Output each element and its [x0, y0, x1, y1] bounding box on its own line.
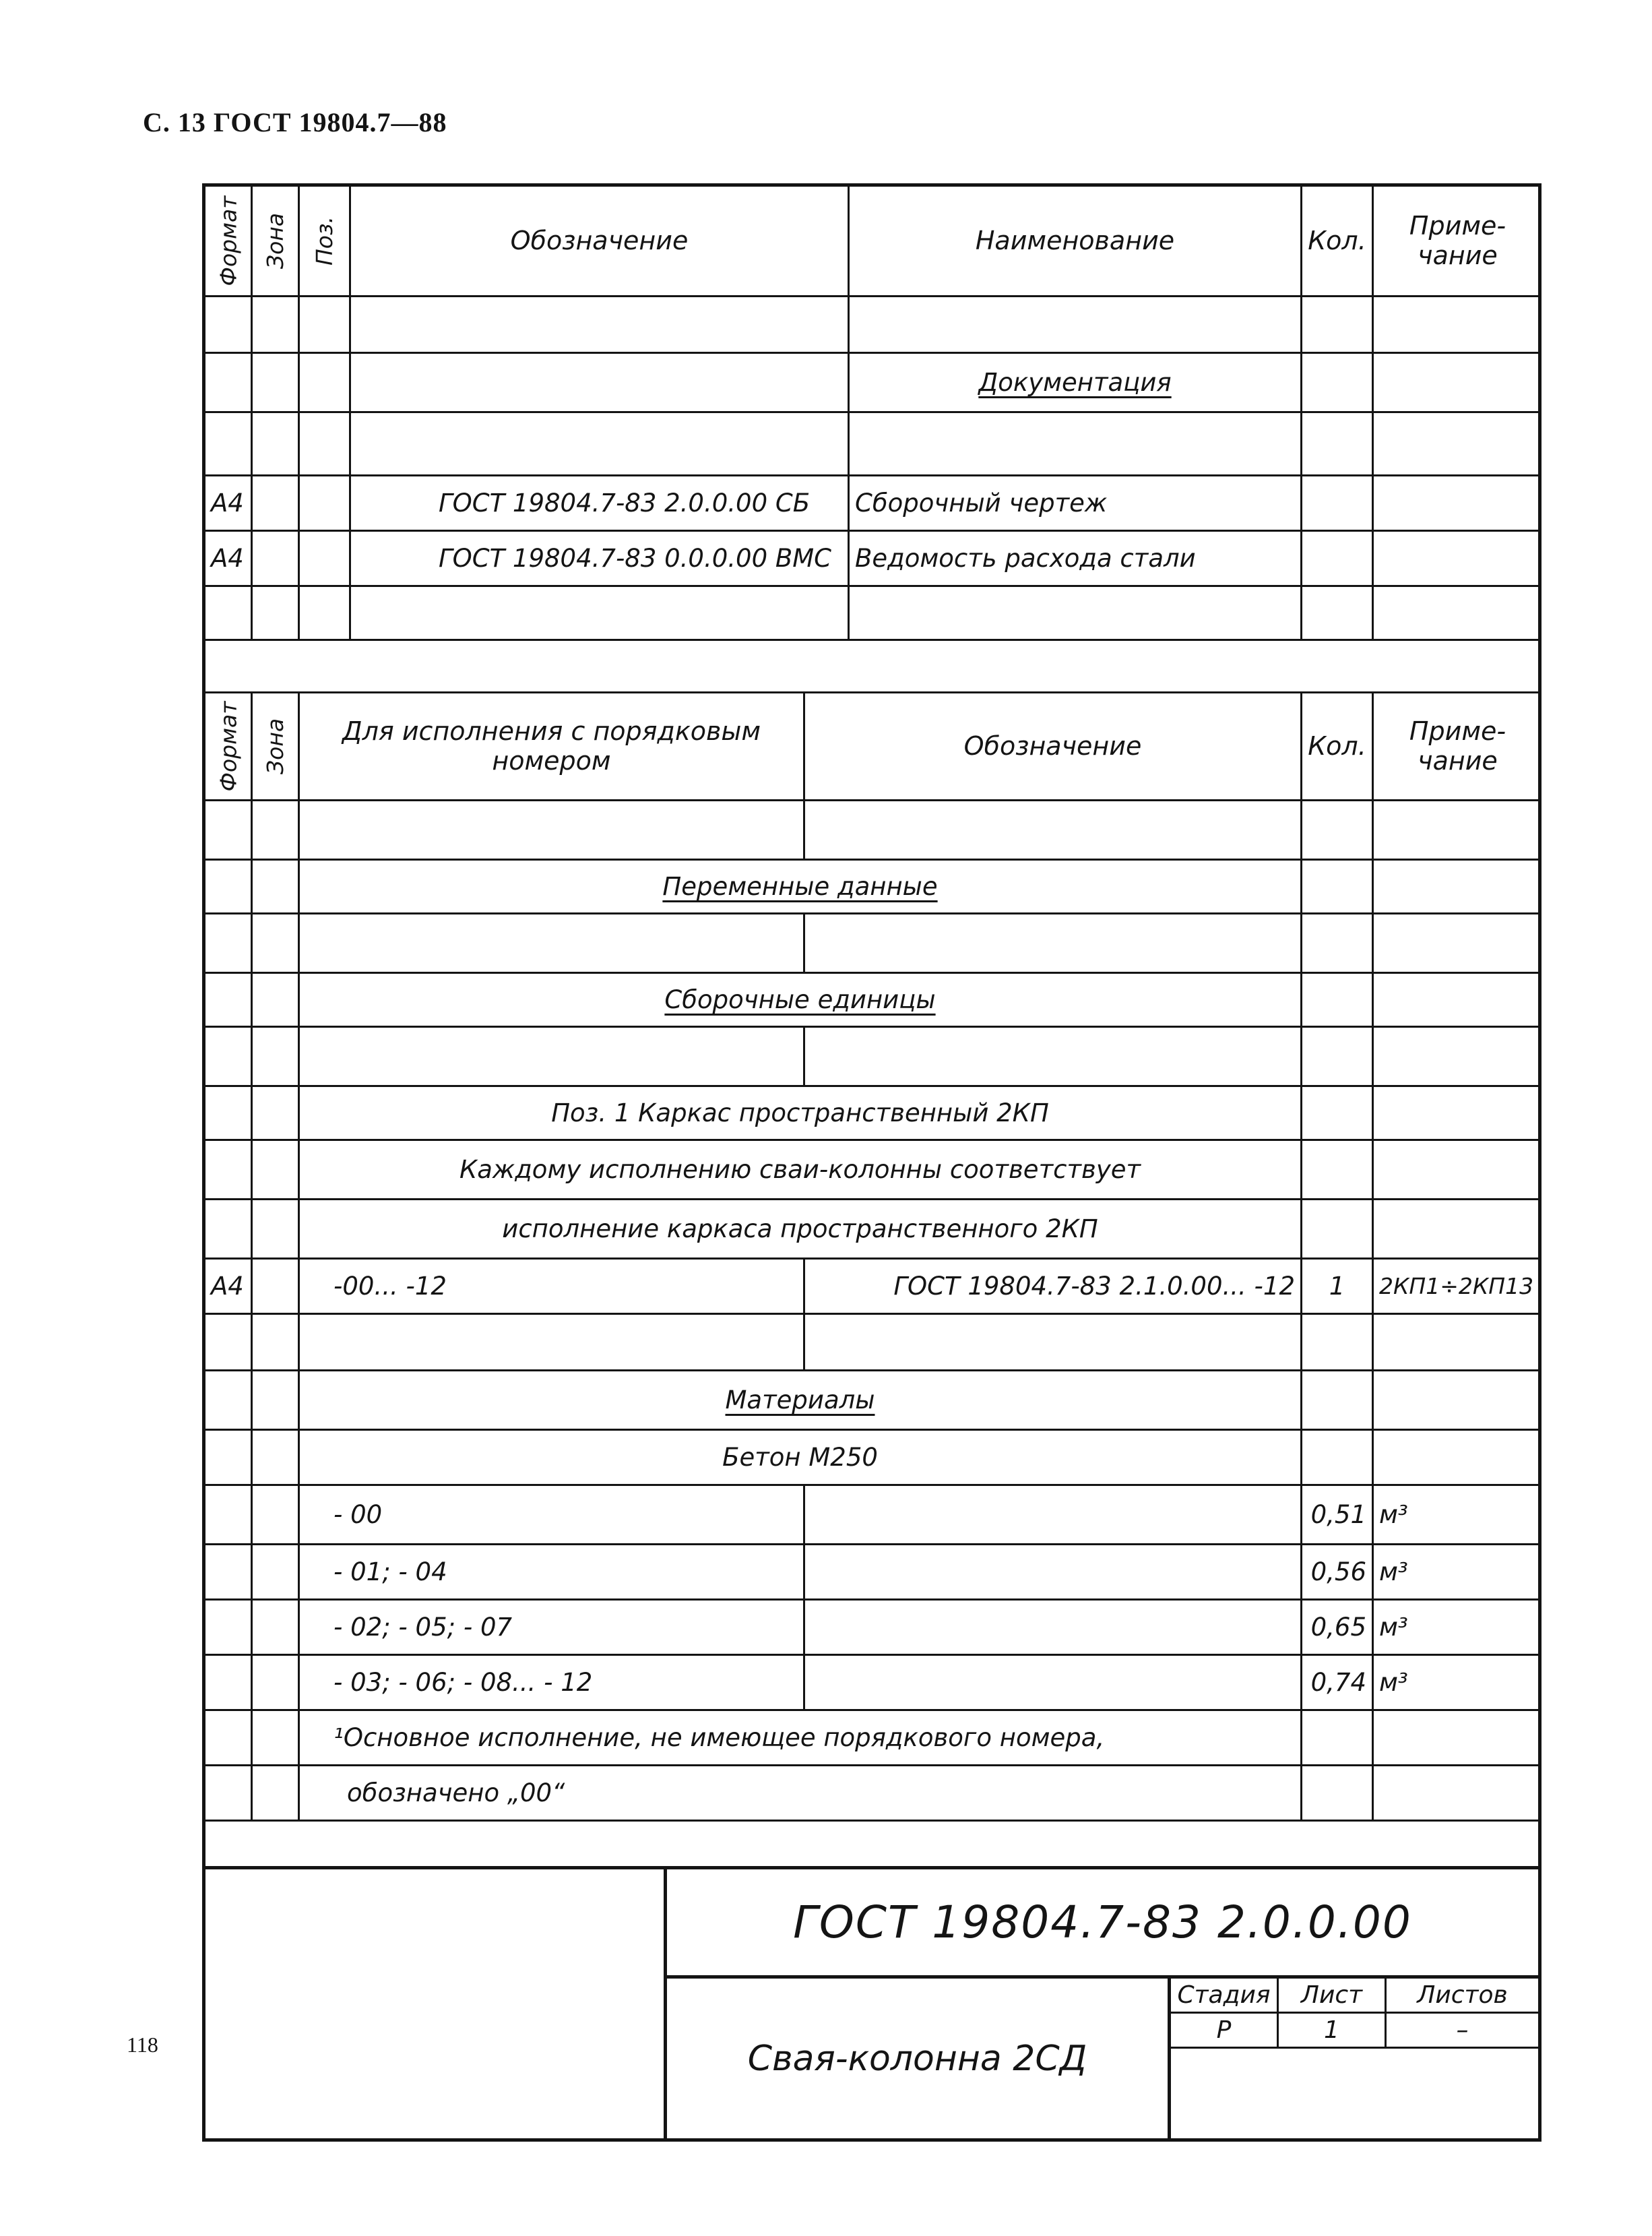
header-zone: Зона [253, 187, 300, 297]
sheets-label: Листов [1387, 1979, 1538, 2014]
pos1-qty: 1 [1302, 1260, 1374, 1315]
doc-row-designation: ГОСТ 19804.7-83 0.0.0.00 ВМС [351, 532, 850, 587]
header-name: Наименование [850, 187, 1302, 297]
header-zone: Зона [253, 693, 300, 801]
pos1-note: 2КП1÷2КП13 [1374, 1260, 1542, 1315]
specification-frame [202, 183, 1542, 2142]
footnote-line2: обозначено „00“ [300, 1766, 1302, 1822]
header-designation: Обозначение [351, 187, 850, 297]
material-qty: 0,51 [1302, 1486, 1374, 1545]
pos1-designation: ГОСТ 19804.7-83 2.1.0.00... -12 [805, 1260, 1302, 1315]
doc-row-format: А4 [205, 532, 253, 587]
header-format: Формат [205, 187, 253, 297]
material-variant: - 02; - 05; - 07 [300, 1601, 805, 1656]
header-pos: Поз. [300, 187, 351, 297]
header-variant: Для исполнения с порядковым номером [300, 693, 805, 801]
page-number: 118 [127, 2032, 158, 2057]
material-qty: 0,74 [1302, 1656, 1374, 1711]
section-title-documentation: Документация [850, 354, 1302, 413]
variable-data-table [205, 693, 1538, 1933]
material-qty: 0,56 [1302, 1545, 1374, 1601]
header-note: Приме-чание [1374, 187, 1542, 297]
page-header: С. 13 ГОСТ 19804.7—88 [143, 107, 447, 137]
material-unit: м³ [1374, 1656, 1542, 1711]
document-name: Свая-колонна 2СД [667, 1979, 1171, 2138]
header-designation: Обозначение [805, 693, 1302, 801]
title-assembly-units: Сборочные единицы [300, 974, 1302, 1028]
pos1-description-line1: Каждому исполнению сваи-колонны соответствует [300, 1141, 1302, 1200]
document-code: ГОСТ 19804.7-83 2.0.0.00 [667, 1869, 1538, 1979]
material-variant: - 03; - 06; - 08... - 12 [300, 1656, 805, 1711]
material-unit: м³ [1374, 1545, 1542, 1601]
doc-row-format: А4 [205, 476, 253, 532]
footnote-line1: ¹Основное исполнение, не имеющее порядкового номера, [300, 1711, 1302, 1766]
title-materials: Материалы [300, 1371, 1302, 1431]
pos1-variant: -00... -12 [300, 1260, 805, 1315]
material-variant: - 00 [300, 1486, 805, 1545]
title-block [205, 1866, 1538, 2138]
stage-label: Стадия [1171, 1979, 1279, 2014]
doc-row-name: Сборочный чертеж [850, 476, 1302, 532]
header-note: Приме-чание [1374, 693, 1542, 801]
section-gap [205, 641, 1538, 693]
doc-row-designation: ГОСТ 19804.7-83 2.0.0.00 СБ [351, 476, 850, 532]
doc-row-name: Ведомость расхода стали [850, 532, 1302, 587]
header-qty: Кол. [1302, 693, 1374, 801]
sheets-value: – [1387, 2014, 1538, 2049]
stage-value: Р [1171, 2014, 1279, 2049]
sheet-label: Лист [1279, 1979, 1387, 2014]
documentation-table [205, 187, 1538, 641]
title-variable-data: Переменные данные [300, 861, 1302, 914]
material-variant: - 01; - 04 [300, 1545, 805, 1601]
pos1-format: А4 [205, 1260, 253, 1315]
pos1-title: Поз. 1 Каркас пространственный 2КП [300, 1087, 1302, 1141]
stage-sheet-table [1171, 1979, 1538, 2049]
material-unit: м³ [1374, 1486, 1542, 1545]
pos1-description-line2: исполнение каркаса пространственного 2КП [300, 1200, 1302, 1260]
title-block-blank [205, 1869, 667, 2138]
material-unit: м³ [1374, 1601, 1542, 1656]
material-qty: 0,65 [1302, 1601, 1374, 1656]
concrete-grade: Бетон М250 [300, 1431, 1302, 1486]
header-qty: Кол. [1302, 187, 1374, 297]
sheet-value: 1 [1279, 2014, 1387, 2049]
header-format: Формат [205, 693, 253, 801]
